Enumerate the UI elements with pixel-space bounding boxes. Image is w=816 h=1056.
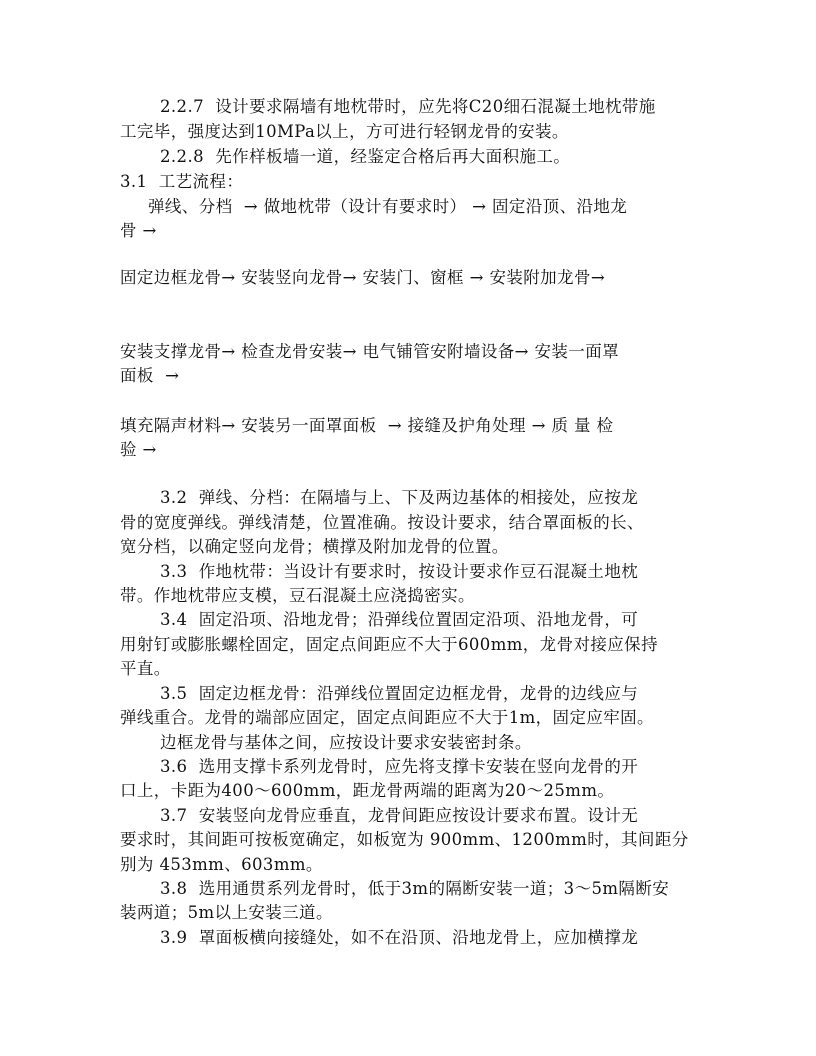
text-line: 工完毕，强度达到10MPa以上，方可进行轻钢龙骨的安装。: [120, 122, 569, 141]
section-heading: 3.1 工艺流程：: [120, 172, 244, 191]
text-line: 3.2 弹线、分档：在隔墙与上、下及两边基体的相接处，应按龙: [160, 488, 639, 507]
text-line: 带。作地枕带应支模，豆石混凝土应浇捣密实。: [120, 586, 475, 605]
text-line: 弹线重合。龙骨的端部应固定，固定点间距应不大于1m，固定应牢固。: [120, 708, 654, 727]
text-line: 别为 453mm、603mm。: [120, 855, 323, 874]
text-line: 3.3 作地枕带：当设计有要求时，按设计要求作豆石混凝土地枕: [160, 562, 639, 581]
text-line: 3.8 选用通贯系列龙骨时，低于3m的隔断安装一道；3～5m隔断安: [160, 879, 670, 898]
text-line: 弹线、分档 → 做地枕带（设计有要求时） → 固定沿顶、沿地龙: [148, 197, 628, 216]
text-line: 填充隔声材料→ 安装另一面罩面板 → 接缝及护角处理 → 质 量 检: [120, 416, 614, 435]
text-line: 宽分档，以确定竖向龙骨；横撑及附加龙骨的位置。: [120, 537, 509, 556]
text-line: 用射钉或膨胀螺栓固定，固定点间距应不大于600mm，龙骨对接应保持: [120, 635, 658, 654]
text-line: 边框龙骨与基体之间，应按设计要求安装密封条。: [160, 733, 532, 752]
text-line: 3.5 固定边框龙骨：沿弹线位置固定边框龙骨，龙骨的边线应与: [160, 684, 639, 703]
text-line: 口上，卡距为400～600mm，距龙骨两端的距离为20～25mm。: [120, 781, 615, 800]
text-line: 面板 →: [120, 366, 180, 385]
text-line: 骨的宽度弹线。弹线清楚，位置准确。按设计要求，结合罩面板的长、: [120, 513, 644, 532]
text-line: 固定边框龙骨→ 安装竖向龙骨→ 安装门、窗框 → 安装附加龙骨→: [120, 268, 606, 287]
text-line: 骨 →: [120, 221, 157, 240]
text-line: 3.7 安装竖向龙骨应垂直，龙骨间距应按设计要求布置。设计无: [160, 806, 639, 825]
text-line: 验 →: [120, 440, 157, 459]
text-line: 2.2.8 先作样板墙一道，经鉴定合格后再大面积施工。: [160, 147, 571, 166]
text-line: 安装支撑龙骨→ 检查龙骨安装→ 电气铺管安附墙设备→ 安装一面罩: [120, 342, 620, 361]
text-line: 3.6 选用支撑卡系列龙骨时，应先将支撑卡安装在竖向龙骨的开: [160, 757, 639, 776]
text-line: 3.9 罩面板横向接缝处，如不在沿顶、沿地龙骨上，应加横撑龙: [160, 928, 639, 947]
text-line: 2.2.7 设计要求隔墙有地枕带时，应先将C20细石混凝土地枕带施: [160, 97, 656, 116]
text-line: 3.4 固定沿项、沿地龙骨；沿弹线位置固定沿项、沿地龙骨，可: [160, 610, 639, 629]
text-line: 要求时，其间距可按板宽确定，如板宽为 900mm、1200mm时，其间距分: [120, 830, 689, 849]
text-line: 装两道；5m以上安装三道。: [120, 903, 333, 922]
text-line: 平直。: [120, 659, 171, 678]
